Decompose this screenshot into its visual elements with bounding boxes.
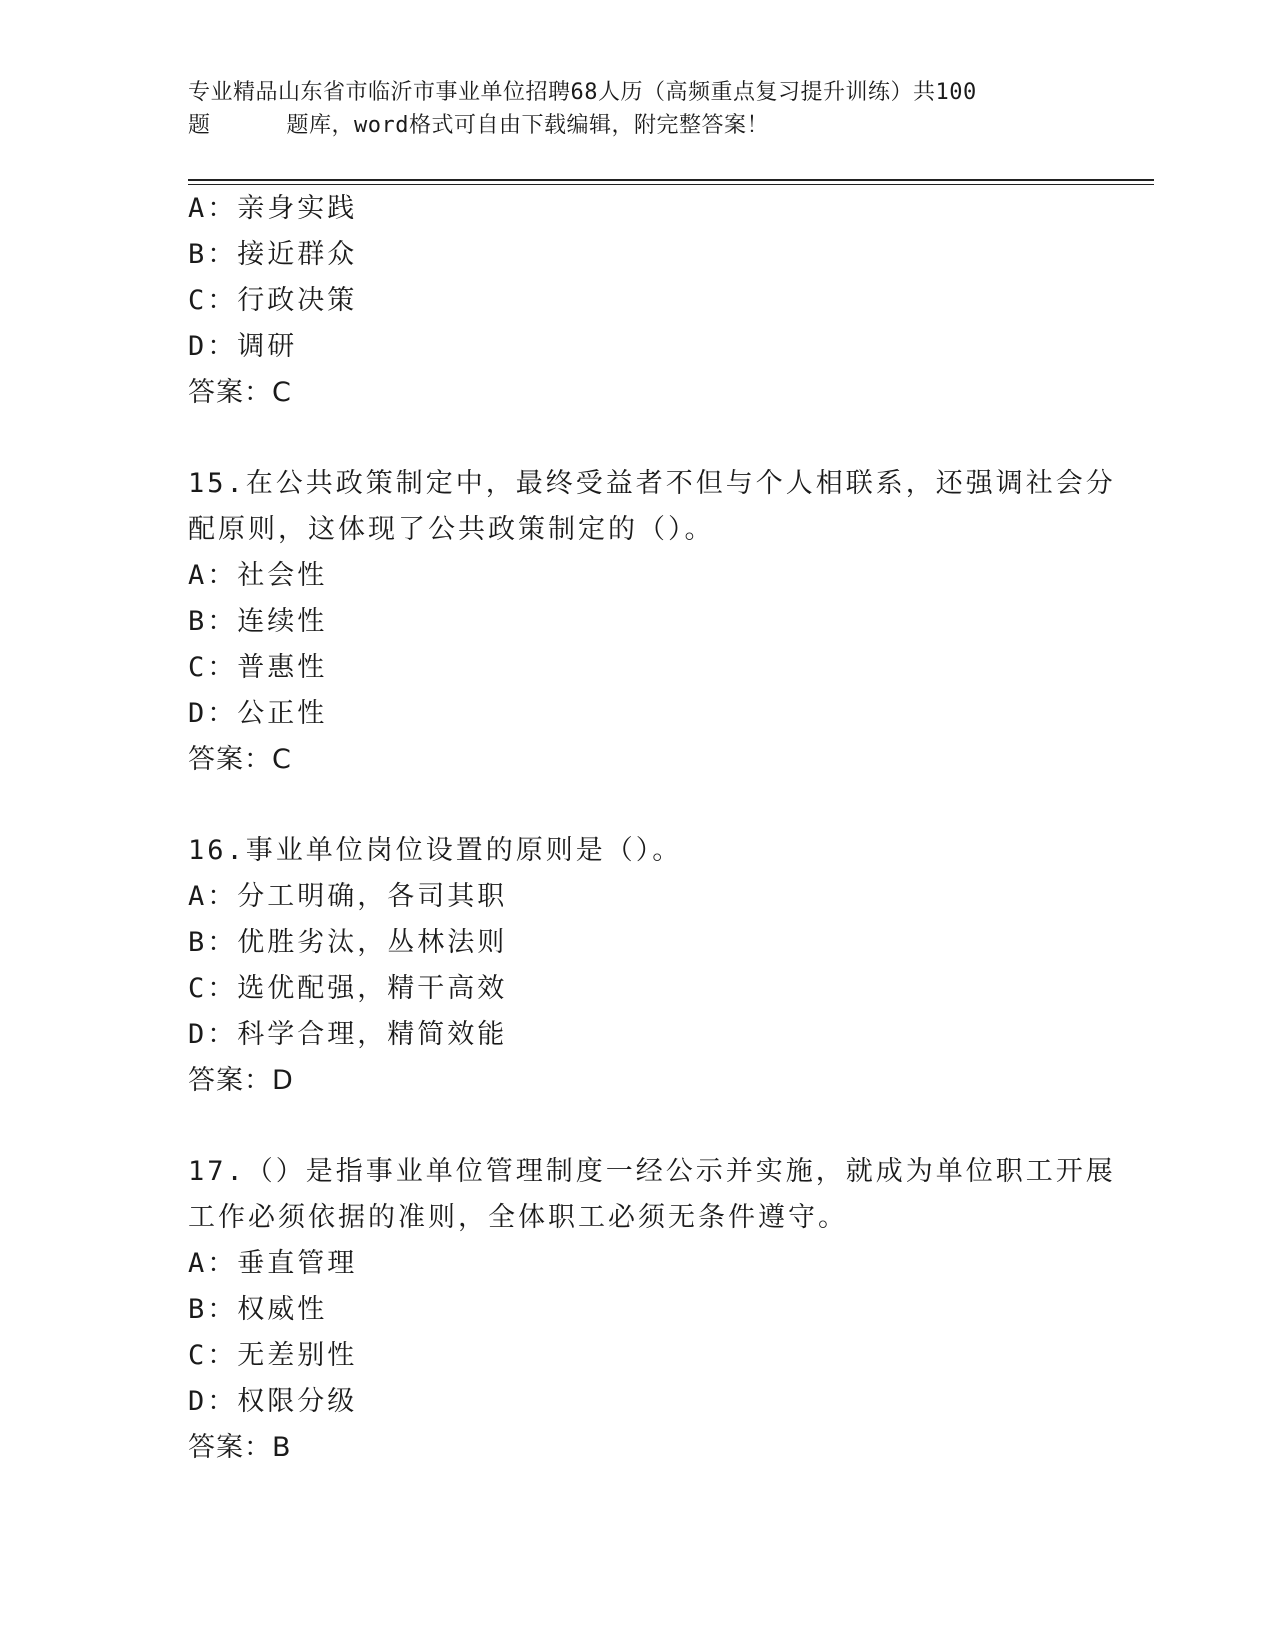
answer-line: 答案：D: [188, 1065, 294, 1096]
header-title-fragment: 题库，word格式可自由下载编辑，附完整答案！: [286, 113, 769, 138]
header-title-line-2: [188, 109, 1088, 142]
question-block: [188, 186, 1088, 416]
option-c: C：无差别性: [188, 1340, 358, 1371]
question-block: [188, 1149, 1116, 1471]
question-block: [188, 461, 1116, 783]
header-title-line-1: 专业精品山东省市临沂市事业单位招聘68人历（高频重点复习提升训练）共100: [188, 80, 977, 105]
answer-line: 答案：B: [188, 1432, 292, 1463]
option-a: A：分工明确，各司其职: [188, 881, 508, 912]
option-c: C：普惠性: [188, 652, 328, 683]
option-c: C：选优配强，精干高效: [188, 973, 508, 1004]
question-block: [188, 828, 1088, 1104]
answer-line: 答案：C: [188, 744, 292, 775]
page-header: [188, 76, 1088, 142]
option-d: D：权限分级: [188, 1386, 358, 1417]
option-b: B：优胜劣汰，丛林法则: [188, 927, 508, 958]
question-text: 配原则，这体现了公共政策制定的（）。: [188, 514, 715, 545]
question-text: 17.（）是指事业单位管理制度一经公示并实施，就成为单位职工开展: [188, 1156, 1116, 1187]
option-d: D：公正性: [188, 698, 328, 729]
option-b: B：权威性: [188, 1294, 328, 1325]
option-b: B：接近群众: [188, 239, 358, 270]
question-list: [188, 186, 1116, 1471]
header-divider-thin: [188, 184, 1154, 185]
option-b: B：连续性: [188, 606, 328, 637]
question-text: 15.在公共政策制定中，最终受益者不但与个人相联系，还强调社会分: [188, 468, 1116, 499]
question-text: 16.事业单位岗位设置的原则是（）。: [188, 835, 683, 866]
option-d: D：调研: [188, 331, 298, 362]
header-title-fragment: 题: [188, 113, 211, 138]
option-c: C：行政决策: [188, 285, 358, 316]
answer-line: 答案：C: [188, 377, 292, 408]
option-a: A：亲身实践: [188, 193, 358, 224]
option-d: D：科学合理，精简效能: [188, 1019, 508, 1050]
header-divider: [188, 179, 1154, 181]
option-a: A：垂直管理: [188, 1248, 358, 1279]
question-text: 工作必须依据的准则，全体职工必须无条件遵守。: [188, 1202, 848, 1233]
option-a: A：社会性: [188, 560, 328, 591]
